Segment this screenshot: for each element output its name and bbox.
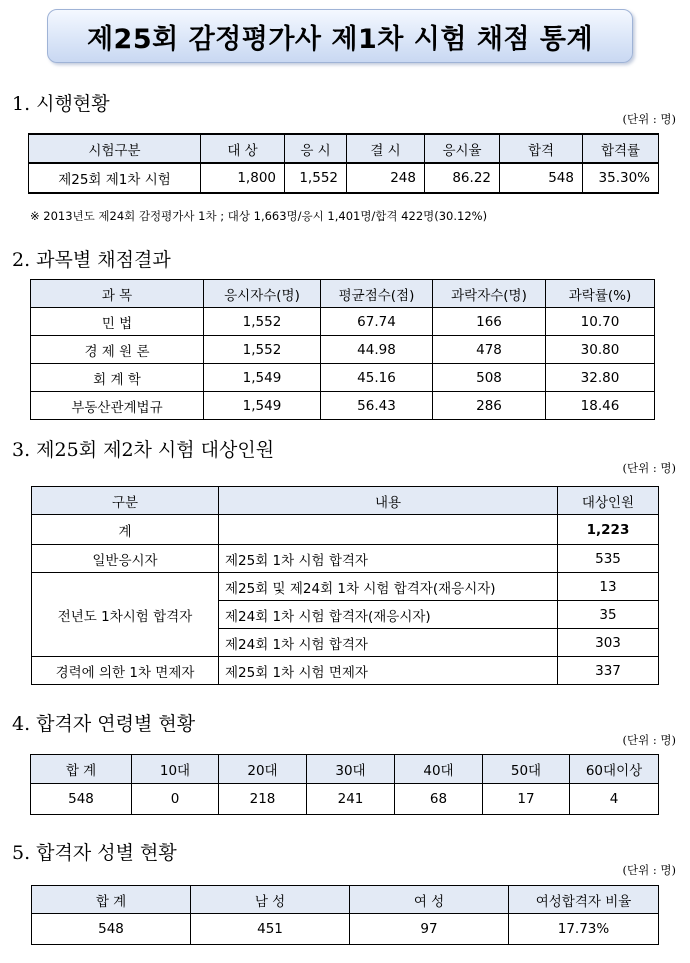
table-cell: 13 [558,573,659,601]
table-header: 40대 [395,755,483,784]
table-header: 대 상 [201,134,285,163]
table-cell: 4 [570,784,659,815]
page-title: 제25회 감정평가사 제1차 시험 채점 통계 [86,23,594,55]
total-value: 1,223 [558,515,659,545]
table-cell: 일반응시자 [32,545,219,573]
table-header: 평균점수(점) [321,280,433,308]
table-row [31,308,655,336]
table-row [32,515,659,545]
table-header-row [32,487,659,515]
table-header-row [29,134,659,163]
table-cell: 0 [132,784,219,815]
table-header: 합 계 [32,886,191,914]
table-cell: 44.98 [321,336,433,364]
table-header: 여성합격자 비율 [509,886,659,914]
table-cell: 1,552 [204,308,321,336]
table-cell: 부동산관계법규 [31,392,204,420]
table-cell: 제24회 1차 시험 합격자(재응시자) [219,601,558,629]
section-3-heading: 3. 제25회 제2차 시험 대상인원 [12,439,275,461]
table-header: 여 성 [350,886,509,914]
table-cell: 241 [307,784,395,815]
table-header: 결 시 [347,134,425,163]
table-header: 내용 [219,487,558,515]
table-cell: 제25회 제1차 시험 [29,163,201,193]
table-cell: 68 [395,784,483,815]
table-header: 30대 [307,755,395,784]
section-5-unit: (단위 : 명) [622,863,676,877]
table-cell: 535 [558,545,659,573]
table-cell: 17 [483,784,570,815]
table-header: 응시자수(명) [204,280,321,308]
table-header: 시험구분 [29,134,201,163]
section-5-heading: 5. 합격자 성별 현황 [12,842,177,864]
table-row [32,657,659,685]
table-cell: 35.30% [583,163,659,193]
table-header-row [31,280,655,308]
table-cell: 1,552 [204,336,321,364]
table-cell: 전년도 1차시험 합격자 [32,573,219,657]
table-cell: 286 [433,392,546,420]
title-banner [47,9,633,63]
table-cell: 548 [32,914,191,945]
table-row [31,392,655,420]
section-1-note: ※ 2013년도 제24회 감정평가사 1차 ; 대상 1,663명/응시 1,401명/합격 422명(30.12%) [30,209,488,223]
table-header-row [32,886,659,914]
table-row [31,364,655,392]
table-cell: 제24회 1차 시험 합격자 [219,629,558,657]
section-2-heading: 2. 과목별 채점결과 [12,249,171,271]
table-cell: 166 [433,308,546,336]
table-row [32,573,659,601]
table-cell: 1,549 [204,392,321,420]
table-row [31,336,655,364]
total-label: 계 [32,515,219,545]
table-cell: 45.16 [321,364,433,392]
table-cell: 30.80 [546,336,655,364]
table-header: 60대이상 [570,755,659,784]
table-cell: 회 계 학 [31,364,204,392]
section-3-unit: (단위 : 명) [622,461,676,475]
table-cell-empty [219,515,558,545]
section-1-heading: 1. 시행현황 [12,93,110,115]
table-header: 남 성 [191,886,350,914]
table-header: 50대 [483,755,570,784]
table-header: 응시율 [425,134,500,163]
table-row [29,163,659,193]
table-header: 대상인원 [558,487,659,515]
table-cell: 제25회 1차 시험 면제자 [219,657,558,685]
section-1-unit: (단위 : 명) [622,112,676,126]
table-cell: 1,552 [285,163,347,193]
table-header: 합 계 [31,755,132,784]
table-cell: 10.70 [546,308,655,336]
table-row [32,545,659,573]
section-4-table [30,754,659,815]
table-cell: 1,549 [204,364,321,392]
table-cell: 32.80 [546,364,655,392]
table-header: 합격 [500,134,583,163]
table-cell: 508 [433,364,546,392]
table-cell: 548 [500,163,583,193]
table-cell: 경력에 의한 1차 면제자 [32,657,219,685]
section-4-heading: 4. 합격자 연령별 현황 [12,713,196,735]
table-cell: 민 법 [31,308,204,336]
table-header: 10대 [132,755,219,784]
table-cell: 451 [191,914,350,945]
table-header: 20대 [219,755,307,784]
section-1-table [28,133,659,194]
table-header: 과락률(%) [546,280,655,308]
table-cell: 86.22 [425,163,500,193]
table-header-row [31,755,659,784]
table-header: 과락자수(명) [433,280,546,308]
table-cell: 478 [433,336,546,364]
table-header: 응 시 [285,134,347,163]
section-5-table [31,885,659,945]
table-cell: 218 [219,784,307,815]
section-3-table [31,486,659,685]
section-4-unit: (단위 : 명) [622,733,676,747]
table-row [31,784,659,815]
table-cell: 35 [558,601,659,629]
section-2-table [30,279,655,420]
table-cell: 56.43 [321,392,433,420]
table-cell: 제25회 및 제24회 1차 시험 합격자(재응시자) [219,573,558,601]
table-cell: 248 [347,163,425,193]
table-cell: 303 [558,629,659,657]
table-cell: 1,800 [201,163,285,193]
table-cell: 67.74 [321,308,433,336]
table-cell: 548 [31,784,132,815]
table-cell: 경 제 원 론 [31,336,204,364]
table-cell: 17.73% [509,914,659,945]
table-row [32,914,659,945]
table-header: 합격률 [583,134,659,163]
table-cell: 18.46 [546,392,655,420]
table-cell: 97 [350,914,509,945]
table-cell: 제25회 1차 시험 합격자 [219,545,558,573]
table-header: 구분 [32,487,219,515]
table-header: 과 목 [31,280,204,308]
table-cell: 337 [558,657,659,685]
